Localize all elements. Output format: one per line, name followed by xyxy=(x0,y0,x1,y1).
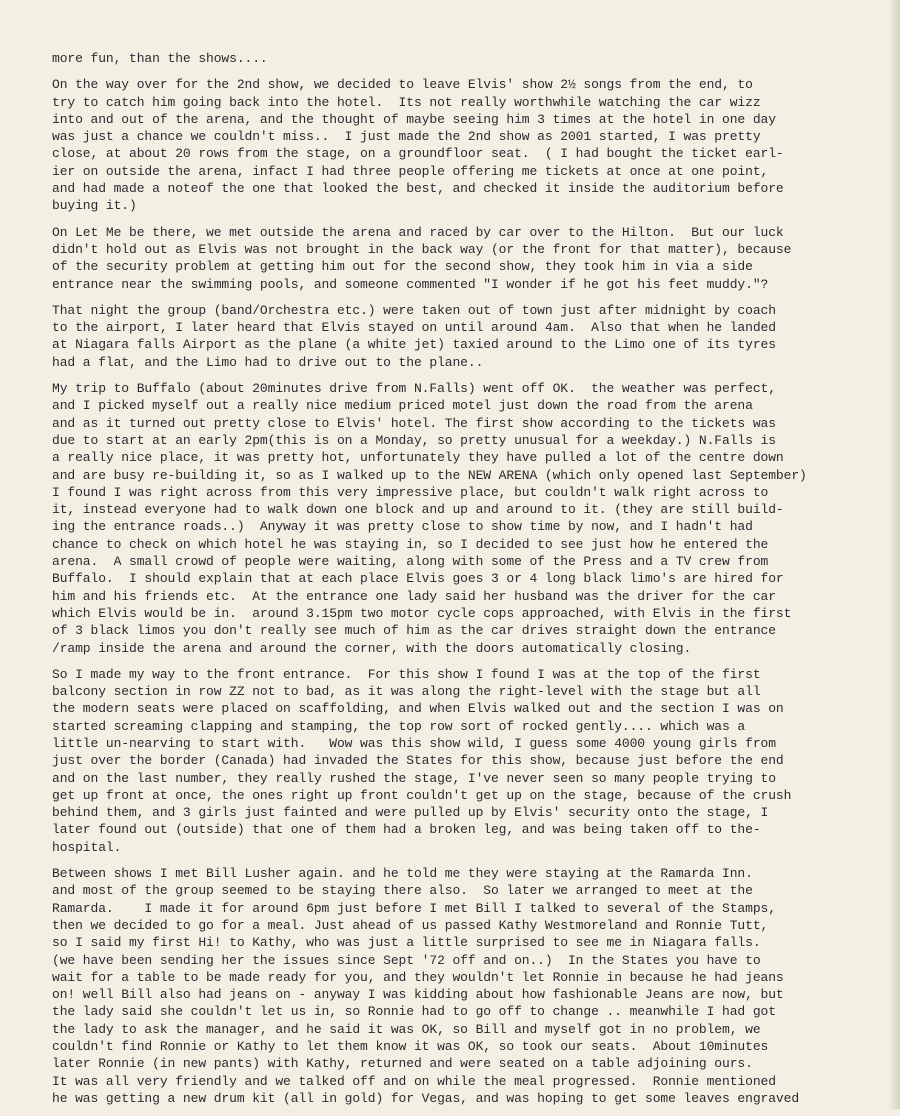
paragraph-hilton: On Let Me be there, we met outside the arena and raced by car over to the Hilton. But our luck didn't hold out as Elvis was not brought in the back way (or the front for that matter), because of the security problem at getting him out for the second show, they took him in via a side entrance near the swimming pools, and someone commented "I wonder if he got his feet muddy."? xyxy=(52,224,792,292)
paragraph-between-shows: Between shows I met Bill Lusher again. and he told me they were staying at the Ramarda Inn. and most of the group seemed to be staying there also. So later we arranged to meet at the Ramarda. I made it for around 6pm just before I met Bill I talked to several of the Stamps, then we decided to go for a meal. Just ahead of us passed Kathy Westmoreland and Ronnie Tutt, so I said my first Hi! to Kathy, who was just a little surprised to see me in Niagara falls. (we have been sending her the issues since Sept '72 off and on..) In the States you have to wait for a table to be made ready for you, and they wouldn't let Ronnie in because he had jeans on! well Bill also had jeans on - anyway I was kidding about how fashionable Jeans are now, but the lady said she couldn't let us in, so Ronnie had to go off to change .. meanwhile I had got the lady to ask the manager, and he said it was OK, so Bill and myself got in no problem, we couldn't find Ronnie or Kathy to let them know it was OK, so took our seats. About 10minutes later Ronnie (in new pants) with Kathy, returned and were seated on a table adjoining ours. It was all very friendly and we talked off and on while the meal progressed. Ronnie mentioned he was getting a new drum kit (all in gold) for Vegas, and was hoping to get some leaves engraved xyxy=(52,866,800,1106)
paragraph-continuation: more fun, than the shows.... xyxy=(52,51,268,66)
paragraph-buffalo-trip: My trip to Buffalo (about 20minutes drive from N.Falls) went off OK. the weather was perfect, and I picked myself out a really nice medium priced motel just down the road from the arena and as it turned out pretty close to Elvis' hotel. The first show according to the tickets was due to start at an early 2pm(this is on a Monday, so pretty unusual for a weekday.) N.Falls is a really nice place, it was pretty hot, unfortunately they have pulled a lot of the centre down and are busy re-building it, so as I walked up to the NEW ARENA (which only opened last September) I found I was right across from this very impressive place, but couldn't walk right across to it, instead everyone had to walk down one block and up and around to it. (they are still build- ing the entrance roads..) Anyway it was pretty close to show time by now, and I hadn't had chance to check on which hotel he was staying in, so I decided to see just how he entered the arena. A small crowd of people were waiting, along with some of the Press and a TV crew from Buffalo. I should explain that at each place Elvis goes 3 or 4 long black limo's are hired for him and his friends etc. At the entrance one lady said her husband was the driver for the car which Elvis would be in. around 3.15pm two motor cycle cops approached, with Elvis in the first of 3 black limos you don't really see much of him as the car drives straight down the entrance /ramp inside the arena and around the corner, with the doors automatically closing. xyxy=(52,381,807,656)
paragraph-airport: That night the group (band/Orchestra etc.) were taken out of town just after midnight by coach to the airport, I later heard that Elvis stayed on until around 4am. Also that when he landed at Niagara falls Airport as the plane (a white jet) taxied around to the Limo one of its tyres had a flat, and the Limo had to drive out to the plane.. xyxy=(52,302,776,370)
paragraph-second-show: On the way over for the 2nd show, we decided to leave Elvis' show 2½ songs from the end, to try to catch him going back into the hotel. Its not really worthwhile watching the car wizz into and out of the arena, and the thought of maybe seeing him 3 times at the hotel in one day was just a chance we couldn't miss.. I just made the 2nd show as 2001 started, I was pretty close, at about 20 rows from the stage, on a groundfloor seat. ( I had bought the ticket earl- ier on outside the arena, infact I had three people offering me tickets at once at one point, and had made a noteof the one that looked the best, and checked it inside the auditorium before buying it.) xyxy=(52,77,784,214)
paragraph-front-entrance: So I made my way to the front entrance. For this show I found I was at the top of the first balcony section in row ZZ not to bad, as it was along the right-level with the stage but all the modern seats were placed on scaffolding, and when Elvis walked out and the section I was on started screaming clapping and stamping, the top row sort of rocked gently.... which was a little un-nearving to start with. Wow was this show wild, I guess some 4000 young girls from just over the border (Canada) had invaded the States for this show, because just before the end and on the last number, they really rushed the stage, I've never seen so many people trying to get up front at once, the ones right up front couldn't get up on the stage, because of the crush behind them, and 3 girls just fainted and were pulled up by Elvis' security onto the stage, I later found out (outside) that one of them had a broken leg, and was being taken off to the- hospital. xyxy=(52,666,792,855)
letter-body xyxy=(52,50,897,1116)
